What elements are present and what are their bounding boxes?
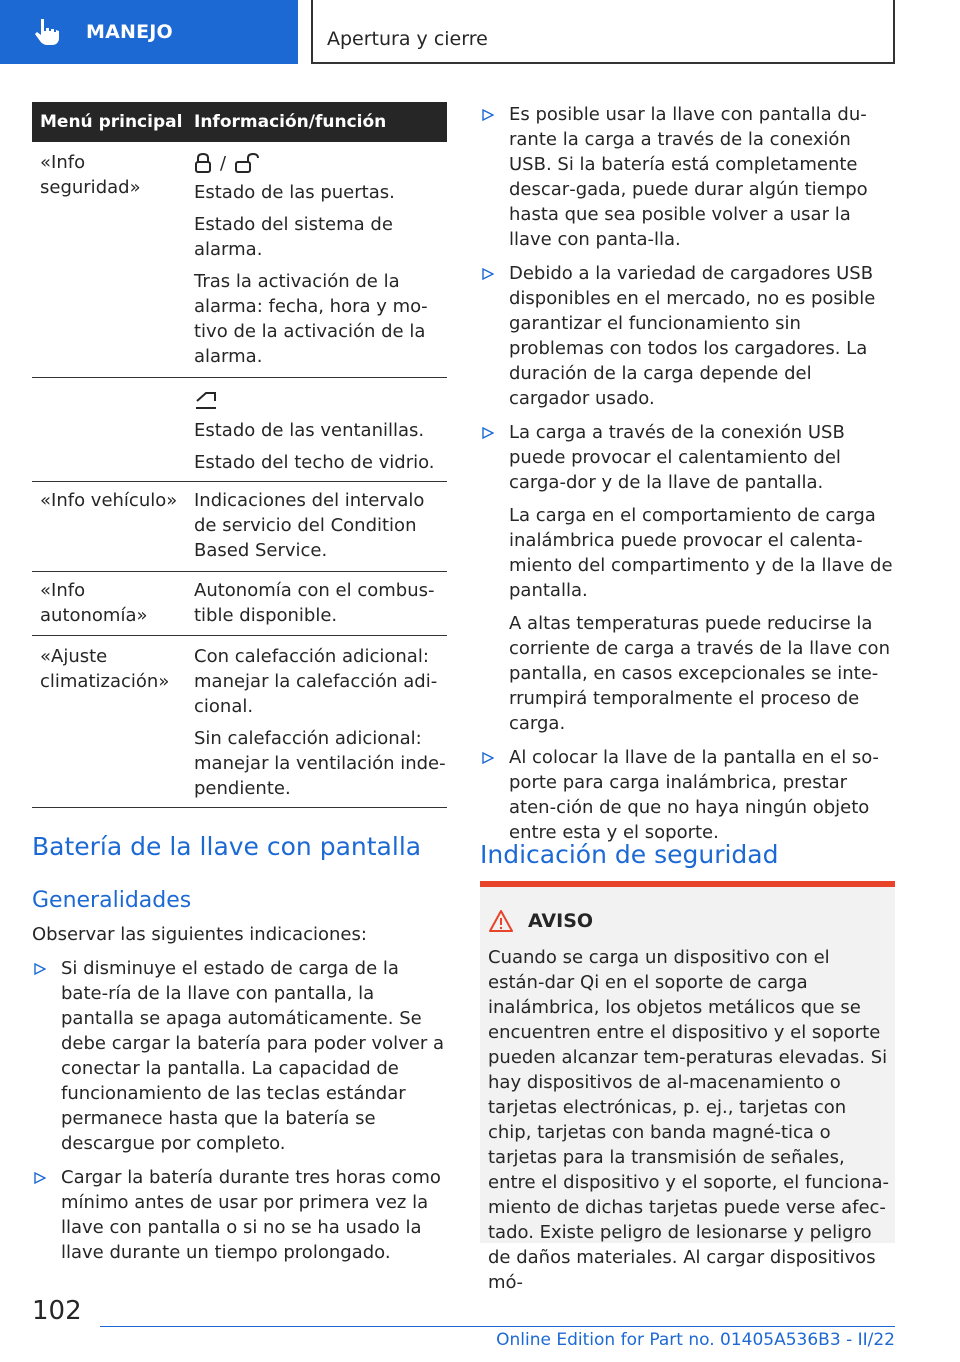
sunroof-status-text: Estado del techo de vidrio. <box>194 452 435 473</box>
bullet-text: Al colocar la llave de la pantalla en el so‐porte para carga inalámbrica, prestar aten‐ción de que no haya ningún objeto entre esta y el soporte. <box>509 747 879 843</box>
table-cell-menu: «Ajuste climatización» <box>40 646 170 692</box>
alarm-status-text: Estado del sistema de alarma. <box>194 214 393 260</box>
alarm-activation-text: Tras la activación de la alarma: fecha, hora y mo‐tivo de la activación de la alarma. <box>194 271 428 367</box>
header-title-box <box>311 0 895 64</box>
bullet-text: La carga a través de la conexión USB puede provocar el calentamiento del carga‐dor y de la llave de pantalla. <box>509 422 845 493</box>
info-table <box>32 102 447 808</box>
table-row <box>32 378 447 482</box>
section-tab <box>0 0 298 64</box>
charging-bullet-list <box>480 102 895 854</box>
list-item <box>32 1165 447 1265</box>
warning-box <box>480 881 895 1293</box>
table-row <box>32 142 447 378</box>
warning-text: Cuando se carga un dispositivo con el están‐dar Qi en el soporte de carga inalámbrica, los objetos metálicos que se encuentren entre el dispositivo y el soporte pueden alcanzar tem‐peraturas elevadas. Si hay dispositivos de al‐macenamiento o tarjetas electrónicas, p. ej., tarjetas con chip, tarjetas con banda magné‐tica o tarjetas para la transmisión de señales, entre el dispositivo y el soporte, el funciona‐miento de dichas tarjetas puede verse afec‐tado. Existe peligro de lesionarse y peligro de daños materiales. Al cargar dispositivos mó‐ <box>488 947 889 1293</box>
section-label: MANEJO <box>86 21 173 43</box>
triangle-bullet-icon <box>34 1172 46 1184</box>
table-header-info: Información/función <box>194 112 387 132</box>
list-item <box>480 102 895 252</box>
lock-closed-icon <box>194 152 212 174</box>
bullet-text: Debido a la variedad de cargadores USB disponibles en el mercado, no es posible garantizar el funcionamiento sin problemas con todos los cargadores. La duración de la carga depende del cargador usado. <box>509 263 876 409</box>
bullet-text: Es posible usar la llave con pantalla du‐rante la carga a través de la conexión USB. Si la batería está completamente descar‐gada, puede durar algún tiempo hasta que sea posible volver a usar la llave con panta‐lla. <box>509 104 868 250</box>
bullet-text: Si disminuye el estado de carga de la bate‐ría de la llave con pantalla, la pantalla se apaga automáticamente. Se debe cargar la batería para poder volver a conectar la pantalla. La capacidad de funcionamiento de las teclas estándar permanece hasta que la batería se descargue por completo. <box>61 958 445 1154</box>
intro-text: Observar las siguientes indicaciones: <box>32 924 367 945</box>
door-status-text: Estado de las puertas. <box>194 182 395 203</box>
page-title: Apertura y cierre <box>327 28 488 50</box>
icon-separator: / <box>220 152 227 174</box>
hand-pointer-icon <box>32 16 64 48</box>
table-cell-menu: «Info seguridad» <box>40 152 141 198</box>
independent-ventilation-text: Sin calefacción adicional: manejar la ventilación inde‐pendiente. <box>194 728 446 799</box>
table-header <box>32 102 447 142</box>
warning-label: AVISO <box>528 910 594 932</box>
safety-heading: Indicación de seguridad <box>480 840 779 869</box>
table-row <box>32 636 447 808</box>
page-number: 102 <box>32 1296 82 1326</box>
battery-heading: Batería de la llave con pantalla <box>32 832 422 861</box>
table-row <box>32 482 447 572</box>
windows-status-text: Estado de las ventanillas. <box>194 420 425 441</box>
triangle-bullet-icon <box>482 752 494 764</box>
table-cell-menu: «Info autonomía» <box>40 580 148 626</box>
range-text: Autonomía con el combus‐tible disponible. <box>194 580 435 626</box>
triangle-bullet-icon <box>482 109 494 121</box>
battery-bullet-list <box>32 956 447 1274</box>
table-header-menu: Menú principal <box>40 112 183 132</box>
bullet-subtext: A altas temperaturas puede reducirse la corriente de carga a través de la llave con pantalla, en casos excepcionales se inte‐rrumpirá temporalmente el proceso de carga. <box>509 613 890 734</box>
table-row <box>32 572 447 636</box>
service-interval-text: Indicaciones del intervalo de servicio del Condition Based Service. <box>194 490 425 561</box>
warning-triangle-icon <box>488 909 514 933</box>
list-item <box>480 420 895 736</box>
triangle-bullet-icon <box>34 963 46 975</box>
triangle-bullet-icon <box>482 427 494 439</box>
lock-open-icon <box>234 152 260 174</box>
general-subheading: Generalidades <box>32 888 192 913</box>
list-item <box>32 956 447 1156</box>
footer-edition: Online Edition for Part no. 01405A536B3 - II/22 <box>496 1330 895 1350</box>
footer-divider <box>100 1326 895 1327</box>
table-cell-menu: «Info vehículo» <box>40 490 178 511</box>
aux-heating-text: Con calefacción adicional: manejar la calefacción adi‐cional. <box>194 646 438 717</box>
triangle-bullet-icon <box>482 268 494 280</box>
window-icon <box>194 390 218 412</box>
bullet-text: Cargar la batería durante tres horas como mínimo antes de usar por primera vez la llave con pantalla o si no se ha usado la llave durante un tiempo prolongado. <box>61 1167 441 1263</box>
bullet-subtext: La carga en el comportamiento de carga inalámbrica puede provocar el calenta‐miento del compartimento y de la llave de pantalla. <box>509 505 893 601</box>
list-item <box>480 745 895 845</box>
list-item <box>480 261 895 411</box>
